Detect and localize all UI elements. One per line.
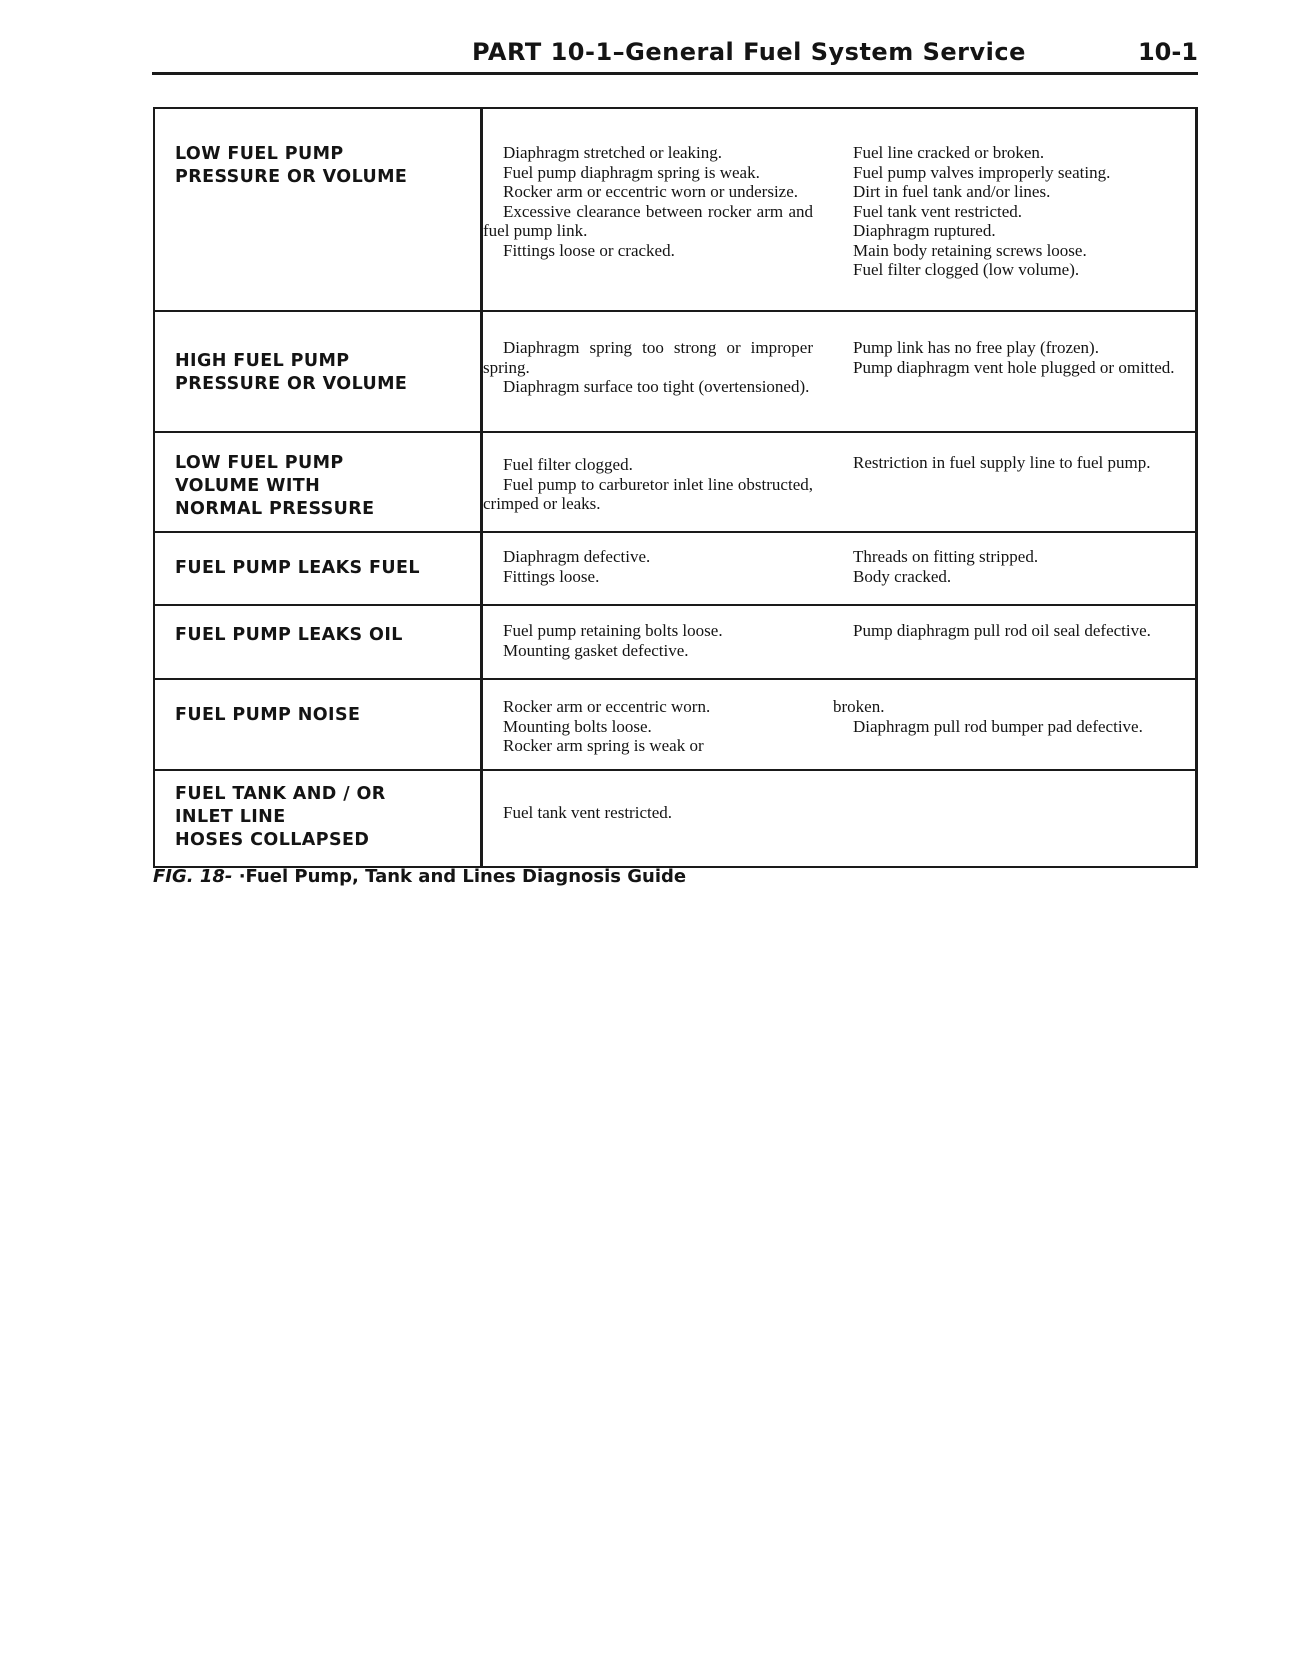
cause-item: Fuel filter clogged. bbox=[503, 455, 633, 474]
cause-item: Pump link has no free play (frozen). bbox=[853, 338, 1099, 357]
cause-item: Pump diaphragm pull rod oil seal defective. bbox=[853, 621, 1151, 640]
condition-line: NORMAL PRESSURE bbox=[175, 499, 375, 519]
figure-number: FIG. 18- bbox=[153, 866, 233, 887]
page-number: 10-1 bbox=[1137, 38, 1198, 66]
condition-line: FUEL TANK AND / OR bbox=[175, 784, 386, 804]
causes-column bbox=[813, 771, 1195, 866]
cause-item: Diaphragm defective. bbox=[503, 547, 651, 566]
condition-line: VOLUME WITH bbox=[175, 476, 321, 496]
causes-column bbox=[813, 312, 1195, 431]
cause-item: Fuel pump retaining bolts loose. bbox=[503, 621, 723, 640]
cause-item: Threads on fitting stripped. bbox=[853, 547, 1039, 566]
condition-line: FUEL PUMP LEAKS FUEL bbox=[175, 558, 420, 578]
cause-item: Fuel pump valves improperly seating. bbox=[853, 162, 1111, 182]
cause-item: Diaphragm stretched or leaking. bbox=[503, 143, 723, 162]
causes-column bbox=[483, 433, 813, 531]
cause-item: Rocker arm or eccentric worn. bbox=[503, 697, 711, 716]
condition-cell bbox=[155, 312, 483, 431]
table-row bbox=[155, 312, 1195, 433]
table-row bbox=[155, 433, 1195, 533]
cause-item: Fuel tank vent restricted. bbox=[503, 803, 673, 822]
cause-item: Rocker arm or eccentric worn or undersize. bbox=[503, 182, 799, 201]
cause-item: Rocker arm spring is weak or bbox=[503, 736, 704, 755]
causes-column bbox=[483, 533, 813, 604]
condition-cell bbox=[155, 433, 483, 531]
cause-item: Fuel filter clogged (low volume). bbox=[853, 260, 1080, 279]
condition-cell bbox=[155, 533, 483, 604]
cause-item: Diaphragm ruptured. bbox=[853, 221, 996, 240]
condition-line: HOSES COLLAPSED bbox=[175, 830, 370, 850]
cause-item: Fuel pump diaphragm spring is weak. bbox=[503, 162, 760, 182]
page-title: PART 10-1–General Fuel System Service bbox=[472, 38, 1026, 66]
cause-item: Diaphragm surface too tight (overtensioned). bbox=[503, 377, 810, 396]
cause-item: Pump diaphragm vent hole plugged or omitted. bbox=[853, 357, 1175, 377]
causes-cell bbox=[483, 109, 1195, 310]
condition-line: FUEL PUMP LEAKS OIL bbox=[175, 625, 403, 645]
condition-line: PRESSURE OR VOLUME bbox=[175, 167, 408, 187]
figure-caption bbox=[153, 866, 686, 887]
cause-item: broken. bbox=[833, 697, 885, 716]
causes-column bbox=[813, 606, 1195, 678]
causes-column bbox=[813, 533, 1195, 604]
table-row bbox=[155, 606, 1195, 680]
condition-line: FUEL PUMP NOISE bbox=[175, 705, 361, 725]
table-row bbox=[155, 680, 1195, 771]
table-row bbox=[155, 109, 1195, 312]
cause-item: Fittings loose or cracked. bbox=[503, 240, 675, 260]
causes-cell bbox=[483, 433, 1195, 531]
cause-item: Diaphragm spring too strong or improper spring. bbox=[483, 338, 813, 377]
condition-line: HIGH FUEL PUMP bbox=[175, 351, 350, 371]
causes-cell bbox=[483, 533, 1195, 604]
cause-item: Mounting bolts loose. bbox=[503, 716, 652, 736]
causes-column bbox=[483, 680, 813, 769]
condition-cell bbox=[155, 606, 483, 678]
cause-item: Fuel line cracked or broken. bbox=[853, 143, 1045, 162]
condition-line: PRESSURE OR VOLUME bbox=[175, 374, 408, 394]
diagnosis-table bbox=[153, 107, 1198, 868]
cause-item: Main body retaining screws loose. bbox=[853, 240, 1087, 260]
table-row bbox=[155, 771, 1195, 866]
causes-cell bbox=[483, 606, 1195, 678]
causes-column bbox=[483, 312, 813, 431]
cause-item: Excessive clearance between rocker arm and fuel pump link. bbox=[483, 201, 813, 240]
cause-item: Diaphragm pull rod bumper pad defective. bbox=[853, 716, 1143, 736]
cause-item: Fuel tank vent restricted. bbox=[853, 201, 1023, 221]
page-header bbox=[152, 36, 1198, 75]
cause-item: Body cracked. bbox=[853, 566, 952, 586]
condition-line: LOW FUEL PUMP bbox=[175, 453, 344, 473]
causes-column bbox=[813, 433, 1195, 531]
cause-item: Dirt in fuel tank and/or lines. bbox=[853, 182, 1051, 201]
cause-item: Fuel pump to carburetor inlet line obstructed, crimped or leaks. bbox=[483, 474, 813, 513]
causes-column bbox=[813, 680, 1195, 769]
cause-item: Restriction in fuel supply line to fuel pump. bbox=[853, 453, 1151, 472]
causes-column bbox=[483, 109, 813, 310]
causes-cell bbox=[483, 680, 1195, 769]
causes-column bbox=[483, 771, 813, 866]
condition-cell bbox=[155, 771, 483, 866]
cause-item: Fittings loose. bbox=[503, 566, 600, 586]
causes-column bbox=[813, 109, 1195, 310]
condition-line: INLET LINE bbox=[175, 807, 286, 827]
figure-title: ·Fuel Pump, Tank and Lines Diagnosis Guide bbox=[238, 866, 687, 887]
table-row bbox=[155, 533, 1195, 606]
causes-column bbox=[483, 606, 813, 678]
causes-cell bbox=[483, 771, 1195, 866]
condition-line: LOW FUEL PUMP bbox=[175, 144, 344, 164]
condition-cell bbox=[155, 680, 483, 769]
causes-cell bbox=[483, 312, 1195, 431]
condition-cell bbox=[155, 109, 483, 310]
cause-item: Mounting gasket defective. bbox=[503, 640, 689, 660]
